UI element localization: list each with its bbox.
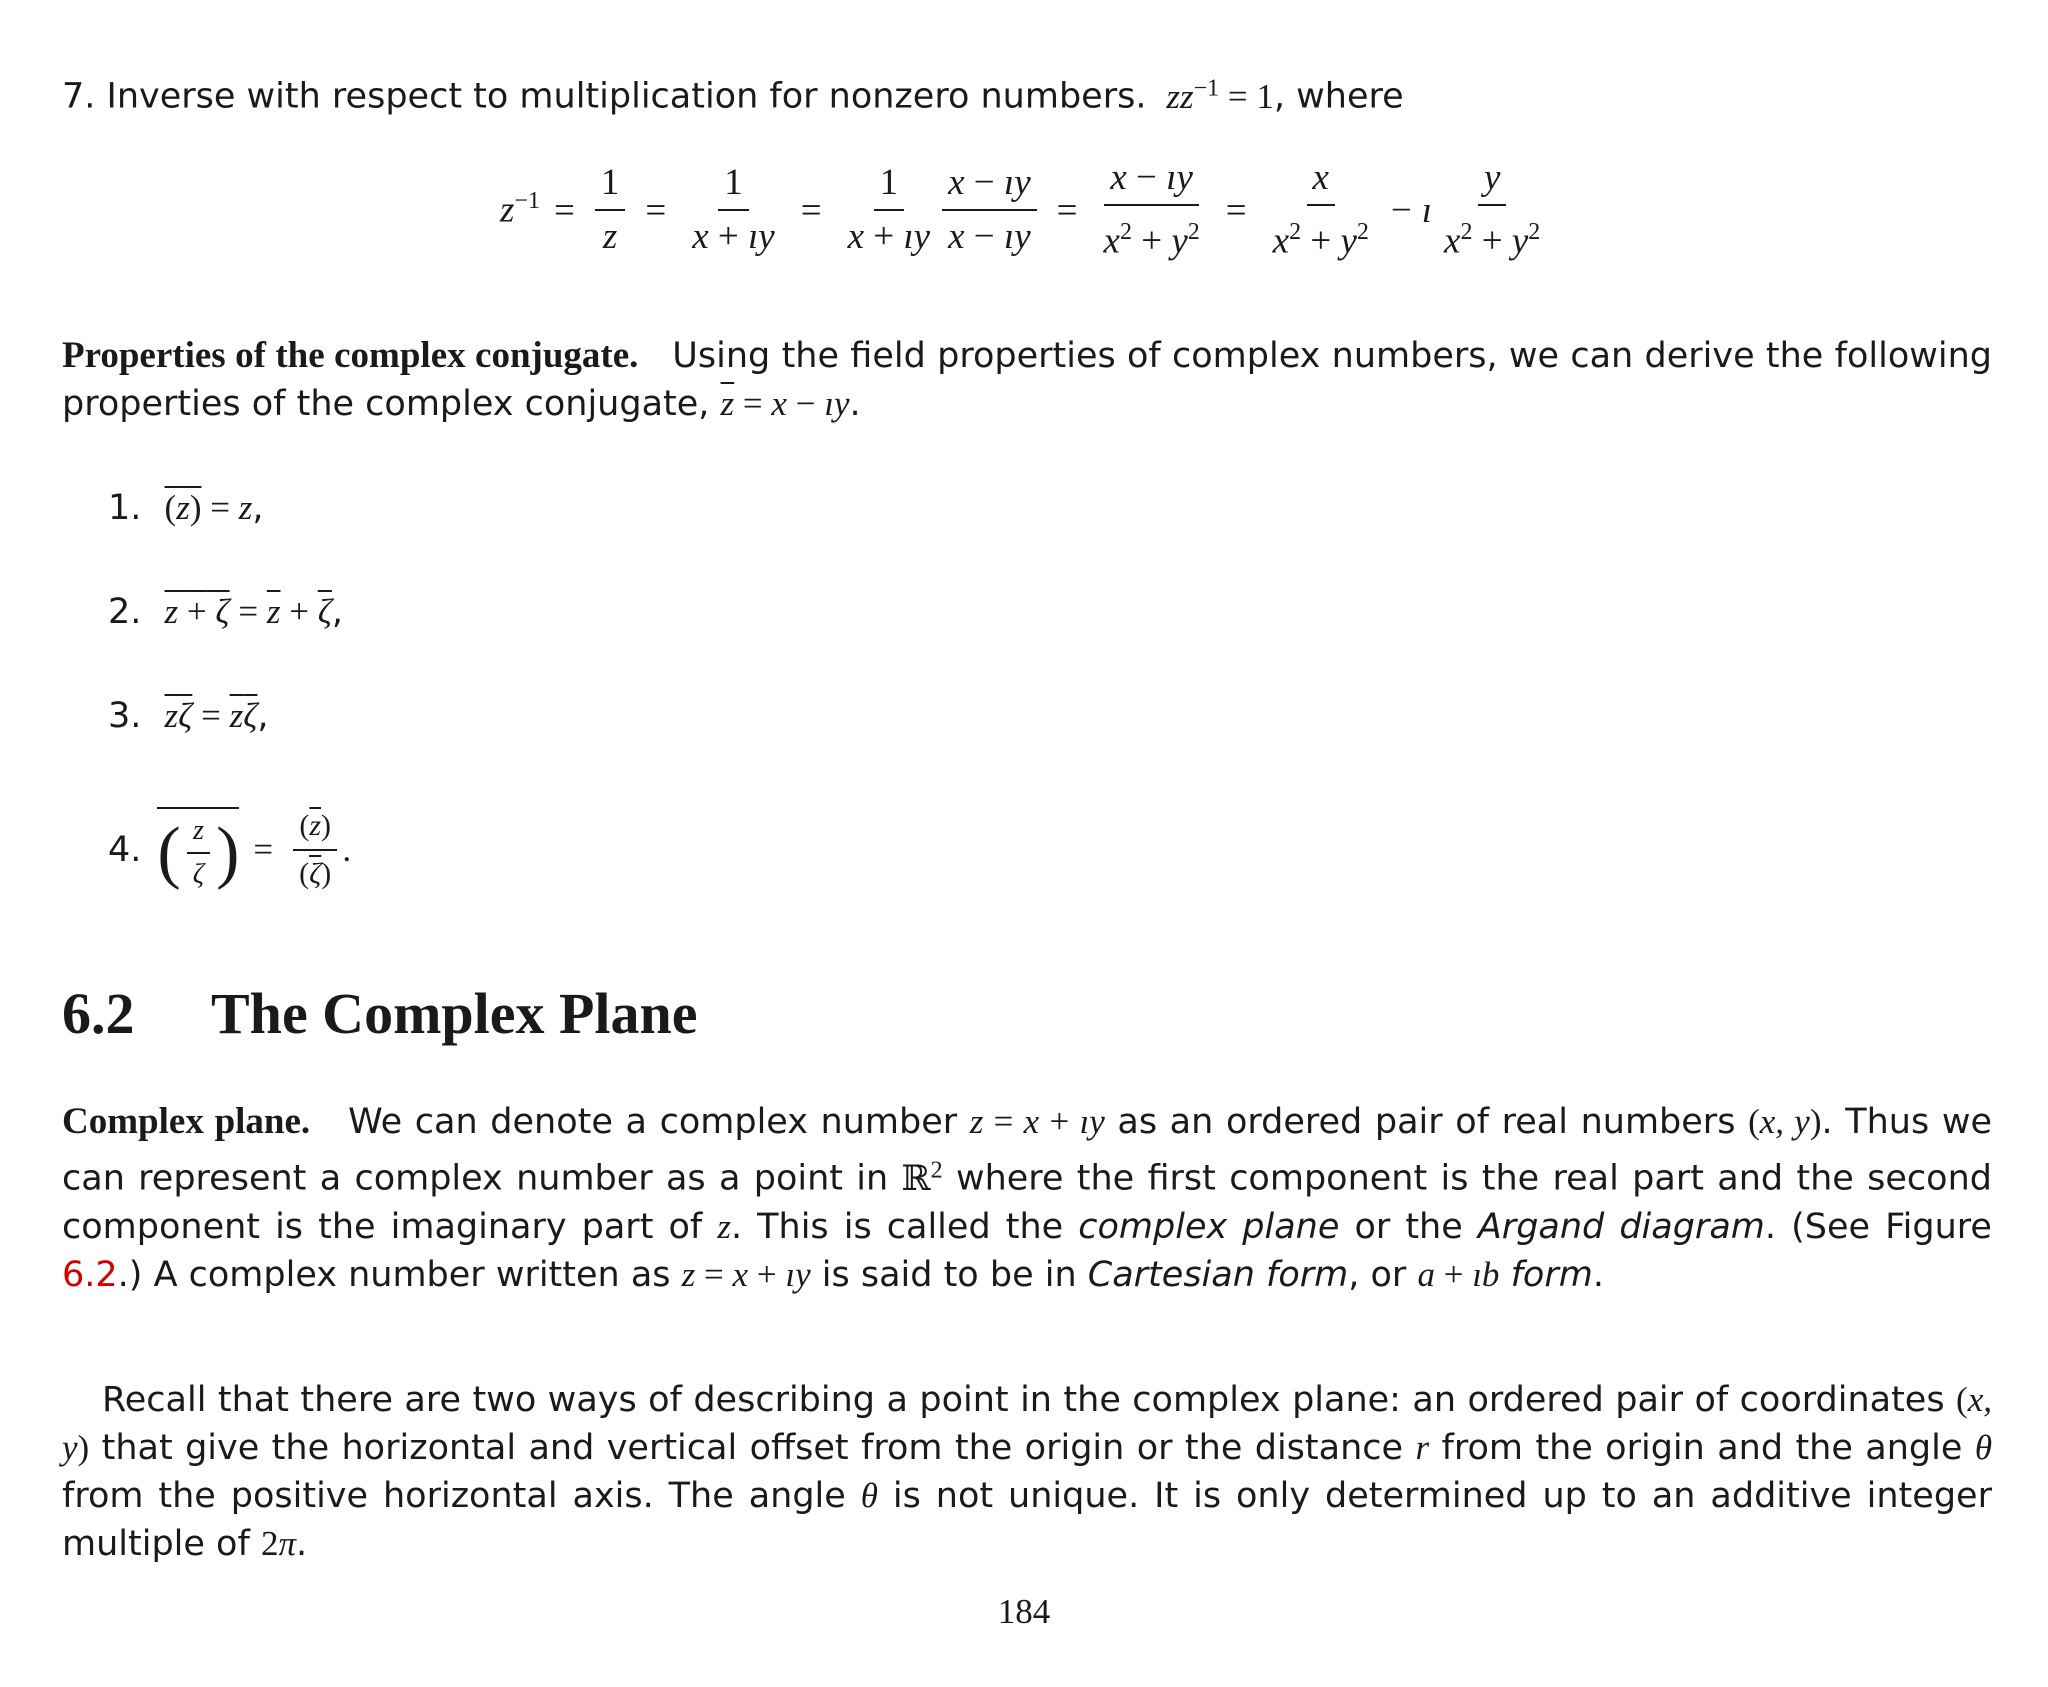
text: . (See Figure: [1764, 1206, 1992, 1247]
emphasis: Argand diagram: [1477, 1206, 1765, 1247]
list-item-1: 1. (z) = z,: [108, 488, 264, 528]
list-number: 3.: [108, 696, 142, 736]
text: , or: [1348, 1254, 1407, 1295]
text: Recall that there are two ways of describing a point in the complex plane: an ordered pair of coordinates: [102, 1380, 1945, 1420]
item-7: 7. Inverse with respect to multiplication for nonzero numbers. $zz^{-1} = 1$, where: [62, 75, 1404, 117]
text: from the positive horizontal axis. The angle: [62, 1476, 846, 1516]
text: from the origin and the angle: [1441, 1428, 1963, 1468]
complex-plane-heading: Complex plane.: [62, 1101, 311, 1142]
section-heading: [62, 980, 698, 1047]
list-item-3: 3. $\overline{z\zeta} = \overline{z}\overline{\zeta}$,: [108, 696, 269, 736]
section-number: 6.2: [62, 981, 135, 1046]
math-inline: $\overline{z} = x$ − ıy: [720, 384, 850, 423]
list-item-2: 2. $z + \zeta = \overline{z} + \overline{\zeta}$,: [108, 592, 344, 632]
text: . Thus we can represent a complex number as a point in: [62, 1102, 1992, 1199]
list-number: 1.: [108, 488, 142, 528]
conjugate-heading: Properties of the complex conjugate.: [62, 335, 639, 376]
section-title: The Complex Plane: [211, 981, 698, 1046]
recall-paragraph: Recall that there are two ways of describing a point in the complex plane: an ordered pair of coordinates (x, y) that give the horizontal and vertical offset from the origin or the distance r from the origin and the angle θ from the positive horizontal axis. The angle θ is not unique. It is only determined up to an additive integer multiple of 2π.: [62, 1380, 1993, 1564]
text: . This is called the: [730, 1206, 1064, 1247]
page-number: 184: [997, 1592, 1051, 1631]
math-inline: $zz^{-1} = 1$: [1157, 75, 1274, 116]
conjugate-paragraph: Properties of the complex conjugate. Using the field properties of complex numbers, we can derive the following properties of the complex conjugate, $\overline{z} = x$ − ıy.: [62, 335, 1992, 424]
emphasis: complex plane: [1078, 1206, 1340, 1247]
text: that give the horizontal and vertical offset from the origin or the distance: [101, 1428, 1404, 1468]
complex-plane-paragraph: Complex plane. We can denote a complex number z = x + ıy as an ordered pair of real numbers (x, y). Thus we can represent a complex number as a point in ℝ$^2$ where the first component is the real part and the second component is the imaginary part of z. This is called the complex plane or the Argand diagram. (See Figure 6.2.) A complex number written as z = x + ıy is said to be in Cartesian form, or a + ıb form.: [62, 1101, 1992, 1295]
list-item-4: 4. ( $\frac{z}{\zeta}$ ) = $\frac{(\overline{z})}{(\overline{\zeta})}$ .: [108, 809, 353, 891]
list-number: 4.: [108, 830, 142, 870]
item-7-text: 7. Inverse with respect to multiplication for nonzero numbers.: [62, 76, 1147, 117]
inverse-equation: $z^{-1}$ = $\frac{1}{z}$ = $\frac{1}{x + ıy}$ = $\frac{1}{x + ıy}$ $\frac{x - ıy}{x - ıy}$ = $\frac{x - ıy}{x^2 + y^2}$ = $\frac{x}{x^2 + y^2}$ − ı $\frac{y}{x^2 + y^2}$: [500, 157, 1541, 262]
item-7-where: where: [1296, 76, 1404, 117]
text: or the: [1354, 1206, 1463, 1247]
text: .: [1592, 1254, 1604, 1295]
text: is said to be in: [821, 1254, 1077, 1295]
text: .) A complex number written as: [117, 1254, 671, 1295]
text: where the first component is the real part and the second component is the imaginary part of: [62, 1158, 1992, 1247]
emphasis: Cartesian form: [1087, 1254, 1349, 1295]
text: We can denote a complex number: [348, 1102, 958, 1142]
emphasis: form: [1510, 1254, 1593, 1295]
text: is not unique. It is only determined up to an additive integer multiple of: [62, 1476, 1992, 1564]
list-number: 2.: [108, 592, 142, 632]
figure-link[interactable]: 6.2: [62, 1254, 118, 1295]
conjugate-text: Using the field properties of complex numbers, we can derive the following properties of the complex conjugate,: [62, 336, 1992, 424]
text: as an ordered pair of real numbers: [1117, 1102, 1736, 1142]
